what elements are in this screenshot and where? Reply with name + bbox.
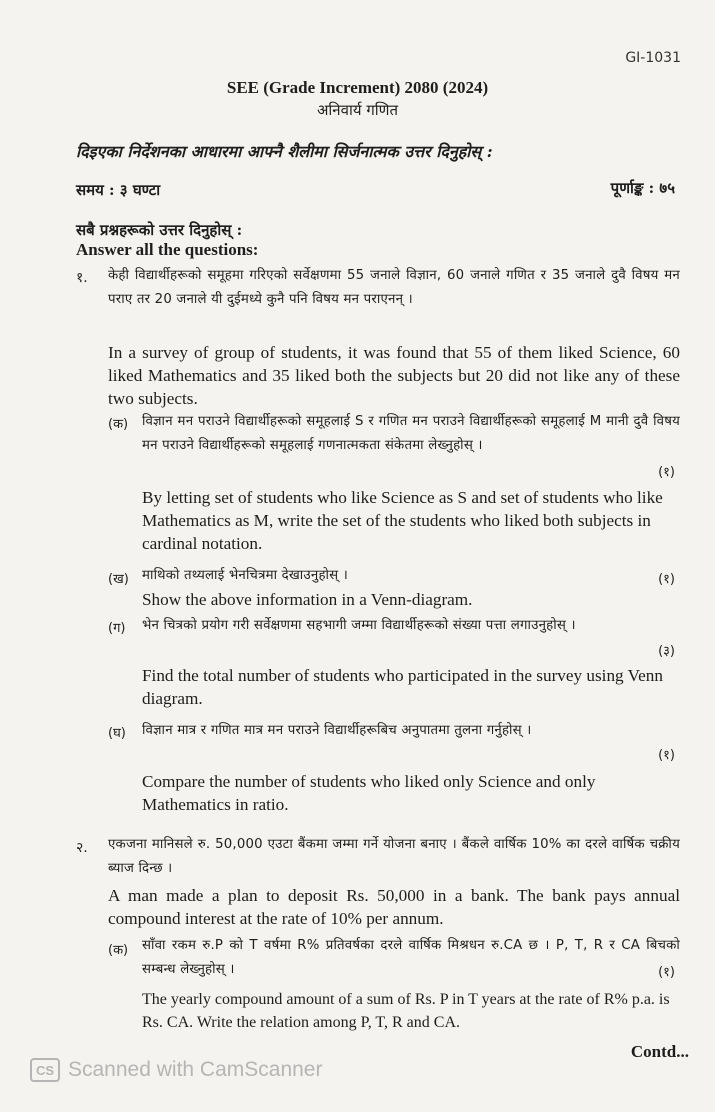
full-marks-label: पूर्णाङ्क : ७५ (610, 179, 675, 197)
instruction-text: दिइएका निर्देशनका आधारमा आफ्नै शैलीमा सिर्जनात्मक उत्तर दिनुहोस् : (76, 142, 493, 161)
part-1a-nepali: विज्ञान मन पराउने विद्यार्थीहरूको समूहलाई S र गणित मन पराउने विद्यार्थीहरूको समूहलाई M मानी दुवै विषय मन पराउने विद्यार्थीहरूको समूहलाई गणनात्मकता संकेतमा लेख्नुहोस् । (142, 414, 680, 453)
part-2a-marks: (१) (658, 965, 675, 980)
question-1-english: In a survey of group of students, it was found that 55 of them liked Science, 60 liked Mathematics and 35 liked both the subjects but 20 did not like any of these two subjects. (108, 343, 680, 408)
question-number: १. (76, 270, 88, 286)
part-2a-nepali: साँवा रकम रु.P को T वर्षमा R% प्रतिवर्षका दरले वार्षिक मिश्रधन रु.CA छ । P, T, R र CA बिचको सम्बन्ध लेख्नुहोस् । (142, 938, 680, 977)
part-1a-english: By letting set of students who like Science as S and set of students who like Mathematics as M, write the set of the students who liked both subjects in cardinal notation. (142, 488, 663, 553)
part-label: (क) (108, 943, 129, 958)
answer-all-english: Answer all the questions: (76, 240, 259, 259)
part-1c-marks: (३) (658, 644, 675, 659)
part-1a-marks: (१) (658, 465, 675, 480)
question-number: २. (76, 840, 88, 856)
part-label: (क) (108, 417, 129, 432)
continued-label: Contd... (630, 1042, 689, 1061)
camscanner-watermark (30, 1058, 322, 1082)
part-2a-english: The yearly compound amount of a sum of Rs. P in T years at the rate of R% p.a. is Rs. CA. Write the relation among P, T, R and CA. (142, 991, 670, 1031)
part-1d-english: Compare the number of students who liked only Science and only Mathematics in ratio. (142, 772, 596, 814)
question-1-nepali: केही विद्यार्थीहरूको समूहमा गरिएको सर्वेक्षणमा 55 जनाले विज्ञान, 60 जनाले गणित र 35 जनाले दुवै विषय मन पराए तर 20 जनाले यी दुईमध्ये कुनै पनि विषय मन पराएनन् । (108, 268, 680, 307)
question-2-english: A man made a plan to deposit Rs. 50,000 in a bank. The bank pays annual compound interest at the rate of 10% per annum. (108, 886, 680, 928)
time-label: समय : ३ घण्टा (76, 181, 161, 199)
paper-code: GI-1031 (625, 50, 681, 66)
exam-title: SEE (Grade Increment) 2080 (2024) (226, 78, 489, 97)
part-1b-nepali: माथिको तथ्यलाई भेनचित्रमा देखाउनुहोस् । (142, 568, 349, 583)
part-label: (ख) (108, 572, 129, 587)
watermark-text: Scanned with CamScanner (68, 1058, 323, 1081)
camscanner-logo-icon: CS (30, 1058, 60, 1082)
question-2-nepali: एकजना मानिसले रु. 50,000 एउटा बैंकमा जम्मा गर्ने योजना बनाए । बैंकले वार्षिक 10% का दरले वार्षिक चक्रीय ब्याज दिन्छ । (108, 837, 680, 876)
part-1d-marks: (१) (658, 748, 675, 763)
part-label: (घ) (108, 726, 126, 741)
part-1b-english: Show the above information in a Venn-diagram. (142, 590, 473, 609)
part-1c-nepali: भेन चित्रको प्रयोग गरी सर्वेक्षणमा सहभागी जम्मा विद्यार्थीहरूको संख्या पत्ता लगाउनुहोस् । (142, 618, 576, 633)
part-1d-nepali: विज्ञान मात्र र गणित मात्र मन पराउने विद्यार्थीहरूबिच अनुपातमा तुलना गर्नुहोस् । (142, 723, 532, 738)
answer-all-nepali: सबै प्रश्नहरूको उत्तर दिनुहोस् : (76, 221, 243, 239)
part-1c-english: Find the total number of students who participated in the survey using Venn diagram. (142, 666, 663, 708)
part-1b-marks: (१) (658, 572, 675, 587)
part-label: (ग) (108, 621, 126, 636)
subject-title: अनिवार्य गणित (316, 101, 399, 119)
